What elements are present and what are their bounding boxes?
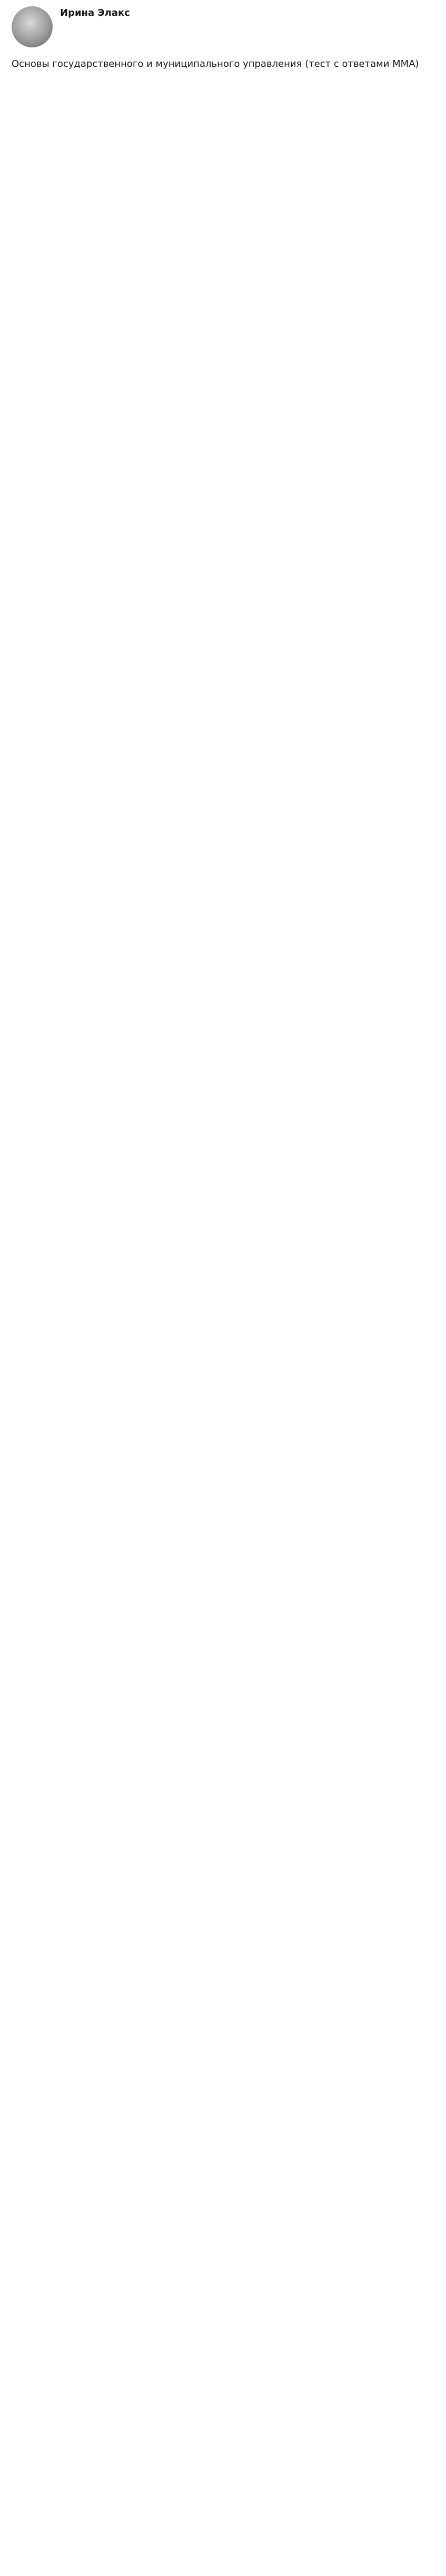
answer-option	[12, 585, 434, 594]
question-text	[12, 917, 434, 927]
question-item	[12, 181, 434, 226]
question-item	[12, 233, 434, 278]
answer-option	[12, 374, 434, 384]
answer-option	[12, 825, 434, 834]
answer-option	[12, 719, 434, 729]
answer-option	[12, 731, 434, 740]
answer-option	[12, 1035, 434, 1045]
question-text	[12, 970, 434, 979]
answer-option	[12, 468, 434, 477]
answer-option	[12, 994, 434, 1004]
answer-option	[12, 310, 434, 319]
answer-option	[12, 983, 434, 992]
answer-option	[12, 930, 434, 939]
answer-option	[12, 1193, 434, 1202]
answer-option	[12, 1006, 434, 1015]
answer-option	[12, 351, 434, 360]
answer-option	[12, 216, 434, 226]
question-item	[12, 1023, 434, 1068]
question-item	[12, 759, 434, 805]
question-item	[12, 496, 434, 542]
answer-option	[12, 415, 434, 425]
description-line	[12, 127, 434, 136]
answer-option	[12, 1088, 434, 1097]
answer-option	[12, 637, 434, 647]
answer-option	[12, 1152, 434, 1161]
answer-option	[12, 1164, 434, 1173]
answer-option	[12, 257, 434, 267]
answer-option	[12, 404, 434, 413]
description-line	[12, 99, 434, 109]
answer-option	[12, 1216, 434, 1226]
question-text	[12, 865, 434, 874]
question-list	[12, 181, 434, 1226]
question-item	[12, 865, 434, 910]
question-text	[12, 1128, 434, 1137]
question-text	[12, 1180, 434, 1190]
answer-option	[12, 614, 434, 624]
answer-option	[12, 205, 434, 214]
answer-option	[12, 1111, 434, 1120]
question-text	[12, 233, 434, 243]
answer-option	[12, 784, 434, 793]
question-item	[12, 391, 434, 436]
question-item	[12, 970, 434, 1015]
question-item	[12, 917, 434, 963]
description-note	[12, 154, 434, 164]
question-text	[12, 812, 434, 821]
question-item	[12, 549, 434, 594]
description-label	[12, 75, 434, 84]
description-line	[12, 141, 434, 150]
answer-option	[12, 456, 434, 466]
answer-option	[12, 1058, 434, 1068]
answer-option	[12, 626, 434, 635]
answer-option	[12, 941, 434, 951]
answer-option	[12, 532, 434, 542]
answer-option	[12, 509, 434, 518]
answer-option	[12, 562, 434, 571]
answer-option	[12, 427, 434, 436]
question-item	[12, 602, 434, 647]
question-text	[12, 181, 434, 190]
answer-option	[12, 573, 434, 583]
question-text	[12, 444, 434, 453]
answer-option	[12, 1140, 434, 1150]
question-item	[12, 1075, 434, 1120]
description-line	[12, 113, 434, 123]
author-header	[12, 6, 434, 47]
question-text	[12, 1023, 434, 1032]
question-item	[12, 1180, 434, 1226]
answer-option	[12, 900, 434, 910]
question-item	[12, 338, 434, 384]
question-text	[12, 338, 434, 348]
answer-option	[12, 363, 434, 372]
answer-option	[12, 1205, 434, 1214]
question-item	[12, 812, 434, 857]
question-text	[12, 496, 434, 506]
question-text	[12, 1075, 434, 1085]
answer-option	[12, 298, 434, 308]
answer-option	[12, 1099, 434, 1109]
question-item	[12, 1128, 434, 1173]
question-item	[12, 707, 434, 752]
answer-option	[12, 953, 434, 963]
question-item	[12, 444, 434, 489]
question-text	[12, 759, 434, 769]
answer-option	[12, 520, 434, 530]
answer-option	[12, 193, 434, 203]
answer-option	[12, 246, 434, 255]
question-text	[12, 602, 434, 611]
answer-option	[12, 836, 434, 846]
question-text	[12, 286, 434, 295]
author-avatar[interactable]	[12, 6, 53, 47]
answer-option	[12, 667, 434, 676]
answer-option	[12, 678, 434, 688]
question-text	[12, 654, 434, 664]
table-of-contents-label[interactable]	[12, 170, 434, 178]
question-item	[12, 286, 434, 331]
answer-option	[12, 743, 434, 752]
answer-option	[12, 848, 434, 857]
answer-option	[12, 772, 434, 781]
document-title: Основы государственного и муниципального управления (тест с ответами ММА)	[12, 58, 419, 69]
answer-option	[12, 1047, 434, 1056]
description-block	[12, 86, 434, 164]
author-info	[60, 6, 130, 41]
answer-option	[12, 690, 434, 699]
description-line	[12, 86, 434, 95]
question-item	[12, 654, 434, 699]
question-text	[12, 391, 434, 400]
answer-option	[12, 269, 434, 278]
answer-option	[12, 795, 434, 805]
answer-option	[12, 322, 434, 331]
author-about	[60, 21, 130, 41]
question-text	[12, 707, 434, 716]
author-name[interactable]: Ирина Элакс	[60, 7, 130, 18]
question-text	[12, 549, 434, 558]
answer-option	[12, 479, 434, 489]
answer-option	[12, 889, 434, 898]
answer-option	[12, 877, 434, 887]
